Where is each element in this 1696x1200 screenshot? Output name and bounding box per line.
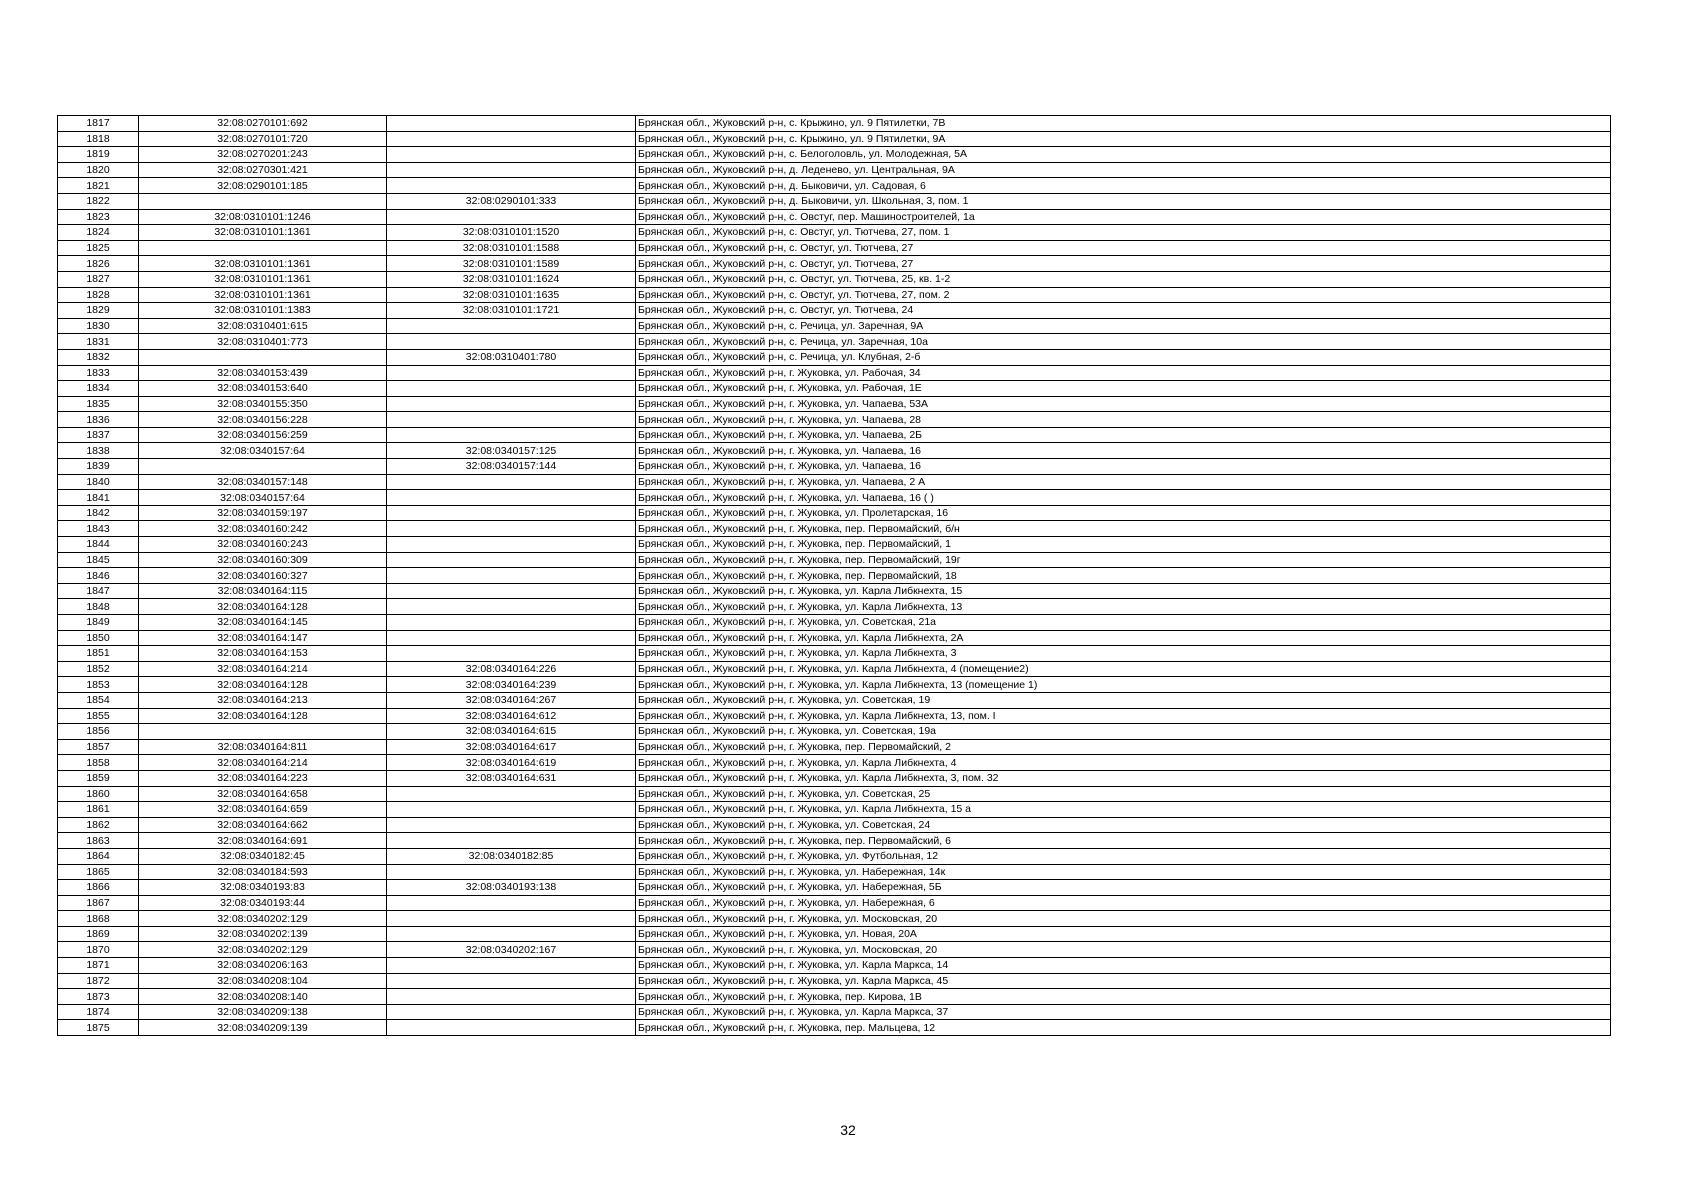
row-number-cell: 1827 — [58, 271, 139, 287]
row-number-cell: 1842 — [58, 505, 139, 521]
address-cell: Брянская обл., Жуковский р-н, с. Крыжино, ул. 9 Пятилетки, 7В — [636, 116, 1611, 132]
row-number-cell: 1828 — [58, 287, 139, 303]
premises-cadastral-number-cell: 32:08:0310101:1520 — [387, 225, 636, 241]
table-row — [58, 537, 1611, 553]
table-row — [58, 677, 1611, 693]
parcel-cadastral-number-cell: 32:08:0340206:163 — [139, 958, 387, 974]
parcel-cadastral-number-cell: 32:08:0310101:1383 — [139, 303, 387, 319]
row-number-cell: 1821 — [58, 178, 139, 194]
row-number-cell: 1862 — [58, 817, 139, 833]
premises-cadastral-number-cell: 32:08:0340157:144 — [387, 459, 636, 475]
premises-cadastral-number-cell — [387, 396, 636, 412]
table-row — [58, 786, 1611, 802]
address-cell: Брянская обл., Жуковский р-н, г. Жуковка, пер. Мальцева, 12 — [636, 1020, 1611, 1036]
parcel-cadastral-number-cell: 32:08:0340164:145 — [139, 615, 387, 631]
address-cell: Брянская обл., Жуковский р-н, с. Овстуг, ул. Тютчева, 27, пом. 1 — [636, 225, 1611, 241]
premises-cadastral-number-cell — [387, 646, 636, 662]
premises-cadastral-number-cell — [387, 833, 636, 849]
parcel-cadastral-number-cell: 32:08:0310101:1246 — [139, 209, 387, 225]
row-number-cell: 1837 — [58, 427, 139, 443]
row-number-cell: 1840 — [58, 474, 139, 490]
table-row — [58, 178, 1611, 194]
property-table — [57, 115, 1611, 1036]
parcel-cadastral-number-cell: 32:08:0340153:640 — [139, 381, 387, 397]
address-cell: Брянская обл., Жуковский р-н, г. Жуковка, ул. Советская, 24 — [636, 817, 1611, 833]
premises-cadastral-number-cell — [387, 178, 636, 194]
row-number-cell: 1826 — [58, 256, 139, 272]
table-row — [58, 973, 1611, 989]
premises-cadastral-number-cell: 32:08:0340164:619 — [387, 755, 636, 771]
premises-cadastral-number-cell: 32:08:0340164:617 — [387, 739, 636, 755]
premises-cadastral-number-cell — [387, 318, 636, 334]
address-cell: Брянская обл., Жуковский р-н, г. Жуковка, ул. Советская, 25 — [636, 786, 1611, 802]
parcel-cadastral-number-cell — [139, 459, 387, 475]
parcel-cadastral-number-cell: 32:08:0270101:692 — [139, 116, 387, 132]
table-row — [58, 162, 1611, 178]
address-cell: Брянская обл., Жуковский р-н, г. Жуковка, ул. Карла Либкнехта, 13 (помещение 1) — [636, 677, 1611, 693]
premises-cadastral-number-cell — [387, 505, 636, 521]
row-number-cell: 1824 — [58, 225, 139, 241]
row-number-cell: 1849 — [58, 615, 139, 631]
parcel-cadastral-number-cell: 32:08:0340193:44 — [139, 895, 387, 911]
address-cell: Брянская обл., Жуковский р-н, г. Жуковка, ул. Карла Либкнехта, 15 а — [636, 802, 1611, 818]
table-row — [58, 552, 1611, 568]
premises-cadastral-number-cell — [387, 599, 636, 615]
row-number-cell: 1866 — [58, 880, 139, 896]
address-cell: Брянская обл., Жуковский р-н, г. Жуковка, ул. Советская, 21а — [636, 615, 1611, 631]
address-cell: Брянская обл., Жуковский р-н, с. Белоголовль, ул. Молодежная, 5А — [636, 147, 1611, 163]
premises-cadastral-number-cell — [387, 568, 636, 584]
premises-cadastral-number-cell — [387, 583, 636, 599]
parcel-cadastral-number-cell — [139, 193, 387, 209]
table-row — [58, 318, 1611, 334]
premises-cadastral-number-cell: 32:08:0340164:631 — [387, 770, 636, 786]
address-cell: Брянская обл., Жуковский р-н, г. Жуковка, пер. Кирова, 1В — [636, 989, 1611, 1005]
address-cell: Брянская обл., Жуковский р-н, с. Овстуг, ул. Тютчева, 27 — [636, 240, 1611, 256]
row-number-cell: 1831 — [58, 334, 139, 350]
address-cell: Брянская обл., Жуковский р-н, д. Быковичи, ул. Садовая, 6 — [636, 178, 1611, 194]
table-row — [58, 131, 1611, 147]
table-row — [58, 505, 1611, 521]
table-row — [58, 848, 1611, 864]
table-row — [58, 256, 1611, 272]
premises-cadastral-number-cell — [387, 973, 636, 989]
parcel-cadastral-number-cell: 32:08:0340208:104 — [139, 973, 387, 989]
row-number-cell: 1847 — [58, 583, 139, 599]
table-row — [58, 630, 1611, 646]
parcel-cadastral-number-cell: 32:08:0340160:327 — [139, 568, 387, 584]
parcel-cadastral-number-cell: 32:08:0310101:1361 — [139, 225, 387, 241]
row-number-cell: 1834 — [58, 381, 139, 397]
parcel-cadastral-number-cell — [139, 240, 387, 256]
parcel-cadastral-number-cell: 32:08:0340182:45 — [139, 848, 387, 864]
address-cell: Брянская обл., Жуковский р-н, г. Жуковка, ул. Карла Маркса, 14 — [636, 958, 1611, 974]
address-cell: Брянская обл., Жуковский р-н, г. Жуковка, ул. Набережная, 6 — [636, 895, 1611, 911]
premises-cadastral-number-cell — [387, 131, 636, 147]
row-number-cell: 1855 — [58, 708, 139, 724]
parcel-cadastral-number-cell: 32:08:0340164:153 — [139, 646, 387, 662]
address-cell: Брянская обл., Жуковский р-н, г. Жуковка, ул. Набережная, 14к — [636, 864, 1611, 880]
table-row — [58, 271, 1611, 287]
premises-cadastral-number-cell — [387, 116, 636, 132]
address-cell: Брянская обл., Жуковский р-н, г. Жуковка, ул. Чапаева, 2Б — [636, 427, 1611, 443]
parcel-cadastral-number-cell: 32:08:0340164:811 — [139, 739, 387, 755]
table-row — [58, 911, 1611, 927]
row-number-cell: 1845 — [58, 552, 139, 568]
premises-cadastral-number-cell — [387, 334, 636, 350]
parcel-cadastral-number-cell: 32:08:0340156:259 — [139, 427, 387, 443]
address-cell: Брянская обл., Жуковский р-н, с. Овстуг, пер. Машиностроителей, 1а — [636, 209, 1611, 225]
parcel-cadastral-number-cell: 32:08:0340208:140 — [139, 989, 387, 1005]
table-row — [58, 615, 1611, 631]
table-row — [58, 646, 1611, 662]
parcel-cadastral-number-cell: 32:08:0310101:1361 — [139, 287, 387, 303]
row-number-cell: 1848 — [58, 599, 139, 615]
table-row — [58, 381, 1611, 397]
premises-cadastral-number-cell — [387, 630, 636, 646]
row-number-cell: 1836 — [58, 412, 139, 428]
premises-cadastral-number-cell — [387, 162, 636, 178]
row-number-cell: 1858 — [58, 755, 139, 771]
address-cell: Брянская обл., Жуковский р-н, г. Жуковка, ул. Московская, 20 — [636, 911, 1611, 927]
row-number-cell: 1819 — [58, 147, 139, 163]
parcel-cadastral-number-cell: 32:08:0340164:214 — [139, 755, 387, 771]
premises-cadastral-number-cell: 32:08:0340164:615 — [387, 724, 636, 740]
parcel-cadastral-number-cell: 32:08:0340202:129 — [139, 911, 387, 927]
premises-cadastral-number-cell — [387, 521, 636, 537]
row-number-cell: 1817 — [58, 116, 139, 132]
table-row — [58, 225, 1611, 241]
row-number-cell: 1844 — [58, 537, 139, 553]
table-row — [58, 864, 1611, 880]
premises-cadastral-number-cell — [387, 817, 636, 833]
address-cell: Брянская обл., Жуковский р-н, г. Жуковка, ул. Карла Маркса, 37 — [636, 1004, 1611, 1020]
table-row — [58, 334, 1611, 350]
row-number-cell: 1859 — [58, 770, 139, 786]
address-cell: Брянская обл., Жуковский р-н, г. Жуковка, ул. Карла Маркса, 45 — [636, 973, 1611, 989]
table-row — [58, 1004, 1611, 1020]
premises-cadastral-number-cell: 32:08:0290101:333 — [387, 193, 636, 209]
premises-cadastral-number-cell — [387, 864, 636, 880]
table-row — [58, 490, 1611, 506]
premises-cadastral-number-cell — [387, 537, 636, 553]
table-row — [58, 755, 1611, 771]
parcel-cadastral-number-cell: 32:08:0340164:662 — [139, 817, 387, 833]
premises-cadastral-number-cell: 32:08:0310101:1589 — [387, 256, 636, 272]
address-cell: Брянская обл., Жуковский р-н, г. Жуковка, ул. Новая, 20А — [636, 926, 1611, 942]
row-number-cell: 1851 — [58, 646, 139, 662]
parcel-cadastral-number-cell: 32:08:0340164:213 — [139, 692, 387, 708]
table-row — [58, 1020, 1611, 1036]
row-number-cell: 1829 — [58, 303, 139, 319]
table-row — [58, 427, 1611, 443]
parcel-cadastral-number-cell: 32:08:0270201:243 — [139, 147, 387, 163]
premises-cadastral-number-cell — [387, 786, 636, 802]
row-number-cell: 1822 — [58, 193, 139, 209]
table-row — [58, 817, 1611, 833]
premises-cadastral-number-cell — [387, 926, 636, 942]
premises-cadastral-number-cell — [387, 1020, 636, 1036]
table-row — [58, 412, 1611, 428]
row-number-cell: 1843 — [58, 521, 139, 537]
parcel-cadastral-number-cell: 32:08:0310401:773 — [139, 334, 387, 350]
table-row — [58, 802, 1611, 818]
row-number-cell: 1868 — [58, 911, 139, 927]
address-cell: Брянская обл., Жуковский р-н, г. Жуковка, пер. Первомайский, 1 — [636, 537, 1611, 553]
table-row — [58, 708, 1611, 724]
table-row — [58, 116, 1611, 132]
premises-cadastral-number-cell: 32:08:0340164:612 — [387, 708, 636, 724]
row-number-cell: 1825 — [58, 240, 139, 256]
premises-cadastral-number-cell: 32:08:0340164:267 — [387, 692, 636, 708]
row-number-cell: 1838 — [58, 443, 139, 459]
address-cell: Брянская обл., Жуковский р-н, г. Жуковка, пер. Первомайский, 6 — [636, 833, 1611, 849]
parcel-cadastral-number-cell: 32:08:0340209:139 — [139, 1020, 387, 1036]
premises-cadastral-number-cell — [387, 802, 636, 818]
row-number-cell: 1846 — [58, 568, 139, 584]
row-number-cell: 1870 — [58, 942, 139, 958]
row-number-cell: 1823 — [58, 209, 139, 225]
row-number-cell: 1874 — [58, 1004, 139, 1020]
premises-cadastral-number-cell — [387, 365, 636, 381]
table-row — [58, 349, 1611, 365]
row-number-cell: 1835 — [58, 396, 139, 412]
address-cell: Брянская обл., Жуковский р-н, г. Жуковка, ул. Чапаева, 16 — [636, 443, 1611, 459]
address-cell: Брянская обл., Жуковский р-н, г. Жуковка, ул. Чапаева, 2 А — [636, 474, 1611, 490]
premises-cadastral-number-cell — [387, 1004, 636, 1020]
premises-cadastral-number-cell: 32:08:0310101:1721 — [387, 303, 636, 319]
table-row — [58, 147, 1611, 163]
table-row — [58, 724, 1611, 740]
parcel-cadastral-number-cell: 32:08:0340164:128 — [139, 599, 387, 615]
row-number-cell: 1871 — [58, 958, 139, 974]
parcel-cadastral-number-cell: 32:08:0290101:185 — [139, 178, 387, 194]
row-number-cell: 1872 — [58, 973, 139, 989]
premises-cadastral-number-cell: 32:08:0310401:780 — [387, 349, 636, 365]
row-number-cell: 1833 — [58, 365, 139, 381]
table-row — [58, 833, 1611, 849]
parcel-cadastral-number-cell: 32:08:0340209:138 — [139, 1004, 387, 1020]
premises-cadastral-number-cell — [387, 147, 636, 163]
table-row — [58, 303, 1611, 319]
address-cell: Брянская обл., Жуковский р-н, г. Жуковка, ул. Рабочая, 34 — [636, 365, 1611, 381]
parcel-cadastral-number-cell: 32:08:0340160:243 — [139, 537, 387, 553]
address-cell: Брянская обл., Жуковский р-н, г. Жуковка, ул. Набережная, 5Б — [636, 880, 1611, 896]
table-row — [58, 599, 1611, 615]
page-number: 32 — [840, 1122, 856, 1138]
table-row — [58, 661, 1611, 677]
parcel-cadastral-number-cell: 32:08:0340164:128 — [139, 708, 387, 724]
parcel-cadastral-number-cell: 32:08:0340160:309 — [139, 552, 387, 568]
parcel-cadastral-number-cell: 32:08:0340184:593 — [139, 864, 387, 880]
premises-cadastral-number-cell: 32:08:0340193:138 — [387, 880, 636, 896]
premises-cadastral-number-cell — [387, 427, 636, 443]
premises-cadastral-number-cell: 32:08:0340164:239 — [387, 677, 636, 693]
table-row — [58, 568, 1611, 584]
parcel-cadastral-number-cell: 32:08:0340157:64 — [139, 490, 387, 506]
parcel-cadastral-number-cell: 32:08:0340193:83 — [139, 880, 387, 896]
parcel-cadastral-number-cell: 32:08:0340202:139 — [139, 926, 387, 942]
row-number-cell: 1818 — [58, 131, 139, 147]
parcel-cadastral-number-cell — [139, 724, 387, 740]
row-number-cell: 1841 — [58, 490, 139, 506]
address-cell: Брянская обл., Жуковский р-н, г. Жуковка, ул. Карла Либкнехта, 4 (помещение2) — [636, 661, 1611, 677]
parcel-cadastral-number-cell: 32:08:0340164:214 — [139, 661, 387, 677]
address-cell: Брянская обл., Жуковский р-н, г. Жуковка, ул. Карла Либкнехта, 13 — [636, 599, 1611, 615]
parcel-cadastral-number-cell: 32:08:0310101:1361 — [139, 256, 387, 272]
address-cell: Брянская обл., Жуковский р-н, г. Жуковка, пер. Первомайский, 2 — [636, 739, 1611, 755]
parcel-cadastral-number-cell: 32:08:0340202:129 — [139, 942, 387, 958]
parcel-cadastral-number-cell: 32:08:0310101:1361 — [139, 271, 387, 287]
address-cell: Брянская обл., Жуковский р-н, д. Быковичи, ул. Школьная, 3, пом. 1 — [636, 193, 1611, 209]
address-cell: Брянская обл., Жуковский р-н, г. Жуковка, ул. Карла Либкнехта, 3 — [636, 646, 1611, 662]
row-number-cell: 1860 — [58, 786, 139, 802]
premises-cadastral-number-cell: 32:08:0310101:1635 — [387, 287, 636, 303]
row-number-cell: 1861 — [58, 802, 139, 818]
row-number-cell: 1854 — [58, 692, 139, 708]
address-cell: Брянская обл., Жуковский р-н, г. Жуковка, ул. Карла Либкнехта, 2А — [636, 630, 1611, 646]
premises-cadastral-number-cell — [387, 895, 636, 911]
address-cell: Брянская обл., Жуковский р-н, г. Жуковка, ул. Карла Либкнехта, 15 — [636, 583, 1611, 599]
table-row — [58, 583, 1611, 599]
address-cell: Брянская обл., Жуковский р-н, с. Овстуг, ул. Тютчева, 25, кв. 1-2 — [636, 271, 1611, 287]
table-row — [58, 692, 1611, 708]
parcel-cadastral-number-cell: 32:08:0340156:228 — [139, 412, 387, 428]
premises-cadastral-number-cell — [387, 490, 636, 506]
address-cell: Брянская обл., Жуковский р-н, с. Овстуг, ул. Тютчева, 27 — [636, 256, 1611, 272]
address-cell: Брянская обл., Жуковский р-н, г. Жуковка, ул. Чапаева, 16 — [636, 459, 1611, 475]
parcel-cadastral-number-cell: 32:08:0340159:197 — [139, 505, 387, 521]
parcel-cadastral-number-cell — [139, 349, 387, 365]
address-cell: Брянская обл., Жуковский р-н, с. Речица, ул. Заречная, 10а — [636, 334, 1611, 350]
address-cell: Брянская обл., Жуковский р-н, г. Жуковка, ул. Чапаева, 53А — [636, 396, 1611, 412]
parcel-cadastral-number-cell: 32:08:0340157:64 — [139, 443, 387, 459]
table-row — [58, 926, 1611, 942]
parcel-cadastral-number-cell: 32:08:0340164:223 — [139, 770, 387, 786]
parcel-cadastral-number-cell: 32:08:0310401:615 — [139, 318, 387, 334]
premises-cadastral-number-cell — [387, 474, 636, 490]
row-number-cell: 1853 — [58, 677, 139, 693]
parcel-cadastral-number-cell: 32:08:0340164:115 — [139, 583, 387, 599]
address-cell: Брянская обл., Жуковский р-н, г. Жуковка, ул. Советская, 19а — [636, 724, 1611, 740]
row-number-cell: 1873 — [58, 989, 139, 1005]
address-cell: Брянская обл., Жуковский р-н, с. Крыжино, ул. 9 Пятилетки, 9А — [636, 131, 1611, 147]
table-row — [58, 474, 1611, 490]
table-row — [58, 209, 1611, 225]
premises-cadastral-number-cell — [387, 209, 636, 225]
table-row — [58, 958, 1611, 974]
address-cell: Брянская обл., Жуковский р-н, г. Жуковка, ул. Советская, 19 — [636, 692, 1611, 708]
premises-cadastral-number-cell: 32:08:0340157:125 — [387, 443, 636, 459]
address-cell: Брянская обл., Жуковский р-н, г. Жуковка, ул. Футбольная, 12 — [636, 848, 1611, 864]
row-number-cell: 1863 — [58, 833, 139, 849]
row-number-cell: 1832 — [58, 349, 139, 365]
premises-cadastral-number-cell — [387, 989, 636, 1005]
premises-cadastral-number-cell — [387, 552, 636, 568]
table-row — [58, 880, 1611, 896]
parcel-cadastral-number-cell: 32:08:0340160:242 — [139, 521, 387, 537]
address-cell: Брянская обл., Жуковский р-н, д. Леденево, ул. Центральная, 9А — [636, 162, 1611, 178]
property-table-body — [58, 116, 1611, 1036]
parcel-cadastral-number-cell: 32:08:0340164:659 — [139, 802, 387, 818]
address-cell: Брянская обл., Жуковский р-н, г. Жуковка, ул. Рабочая, 1Е — [636, 381, 1611, 397]
address-cell: Брянская обл., Жуковский р-н, г. Жуковка, ул. Карла Либкнехта, 4 — [636, 755, 1611, 771]
table-row — [58, 240, 1611, 256]
table-row — [58, 396, 1611, 412]
row-number-cell: 1867 — [58, 895, 139, 911]
parcel-cadastral-number-cell: 32:08:0270301:421 — [139, 162, 387, 178]
table-row — [58, 895, 1611, 911]
parcel-cadastral-number-cell: 32:08:0270101:720 — [139, 131, 387, 147]
table-row — [58, 942, 1611, 958]
premises-cadastral-number-cell — [387, 381, 636, 397]
row-number-cell: 1869 — [58, 926, 139, 942]
premises-cadastral-number-cell: 32:08:0310101:1624 — [387, 271, 636, 287]
address-cell: Брянская обл., Жуковский р-н, г. Жуковка, ул. Чапаева, 16 ( ) — [636, 490, 1611, 506]
premises-cadastral-number-cell: 32:08:0310101:1588 — [387, 240, 636, 256]
address-cell: Брянская обл., Жуковский р-н, с. Речица, ул. Клубная, 2-б — [636, 349, 1611, 365]
address-cell: Брянская обл., Жуковский р-н, с. Речица, ул. Заречная, 9А — [636, 318, 1611, 334]
address-cell: Брянская обл., Жуковский р-н, г. Жуковка, ул. Карла Либкнехта, 3, пом. 32 — [636, 770, 1611, 786]
table-row — [58, 521, 1611, 537]
row-number-cell: 1865 — [58, 864, 139, 880]
address-cell: Брянская обл., Жуковский р-н, г. Жуковка, ул. Пролетарская, 16 — [636, 505, 1611, 521]
row-number-cell: 1852 — [58, 661, 139, 677]
row-number-cell: 1875 — [58, 1020, 139, 1036]
address-cell: Брянская обл., Жуковский р-н, с. Овстуг, ул. Тютчева, 24 — [636, 303, 1611, 319]
table-row — [58, 193, 1611, 209]
row-number-cell: 1830 — [58, 318, 139, 334]
table-row — [58, 287, 1611, 303]
address-cell: Брянская обл., Жуковский р-н, с. Овстуг, ул. Тютчева, 27, пом. 2 — [636, 287, 1611, 303]
table-row — [58, 365, 1611, 381]
row-number-cell: 1820 — [58, 162, 139, 178]
table-row — [58, 443, 1611, 459]
premises-cadastral-number-cell — [387, 958, 636, 974]
premises-cadastral-number-cell: 32:08:0340182:85 — [387, 848, 636, 864]
address-cell: Брянская обл., Жуковский р-н, г. Жуковка, ул. Московская, 20 — [636, 942, 1611, 958]
table-row — [58, 459, 1611, 475]
parcel-cadastral-number-cell: 32:08:0340164:128 — [139, 677, 387, 693]
address-cell: Брянская обл., Жуковский р-н, г. Жуковка, пер. Первомайский, 19г — [636, 552, 1611, 568]
parcel-cadastral-number-cell: 32:08:0340153:439 — [139, 365, 387, 381]
parcel-cadastral-number-cell: 32:08:0340164:147 — [139, 630, 387, 646]
address-cell: Брянская обл., Жуковский р-н, г. Жуковка, пер. Первомайский, 18 — [636, 568, 1611, 584]
row-number-cell: 1839 — [58, 459, 139, 475]
address-cell: Брянская обл., Жуковский р-н, г. Жуковка, ул. Чапаева, 28 — [636, 412, 1611, 428]
parcel-cadastral-number-cell: 32:08:0340157:148 — [139, 474, 387, 490]
parcel-cadastral-number-cell: 32:08:0340164:658 — [139, 786, 387, 802]
parcel-cadastral-number-cell: 32:08:0340164:691 — [139, 833, 387, 849]
premises-cadastral-number-cell — [387, 615, 636, 631]
row-number-cell: 1850 — [58, 630, 139, 646]
table-row — [58, 739, 1611, 755]
premises-cadastral-number-cell — [387, 911, 636, 927]
row-number-cell: 1864 — [58, 848, 139, 864]
premises-cadastral-number-cell — [387, 412, 636, 428]
address-cell: Брянская обл., Жуковский р-н, г. Жуковка, ул. Карла Либкнехта, 13, пом. I — [636, 708, 1611, 724]
premises-cadastral-number-cell: 32:08:0340202:167 — [387, 942, 636, 958]
row-number-cell: 1857 — [58, 739, 139, 755]
premises-cadastral-number-cell: 32:08:0340164:226 — [387, 661, 636, 677]
row-number-cell: 1856 — [58, 724, 139, 740]
parcel-cadastral-number-cell: 32:08:0340155:350 — [139, 396, 387, 412]
table-row — [58, 989, 1611, 1005]
address-cell: Брянская обл., Жуковский р-н, г. Жуковка, пер. Первомайский, б/н — [636, 521, 1611, 537]
table-row — [58, 770, 1611, 786]
